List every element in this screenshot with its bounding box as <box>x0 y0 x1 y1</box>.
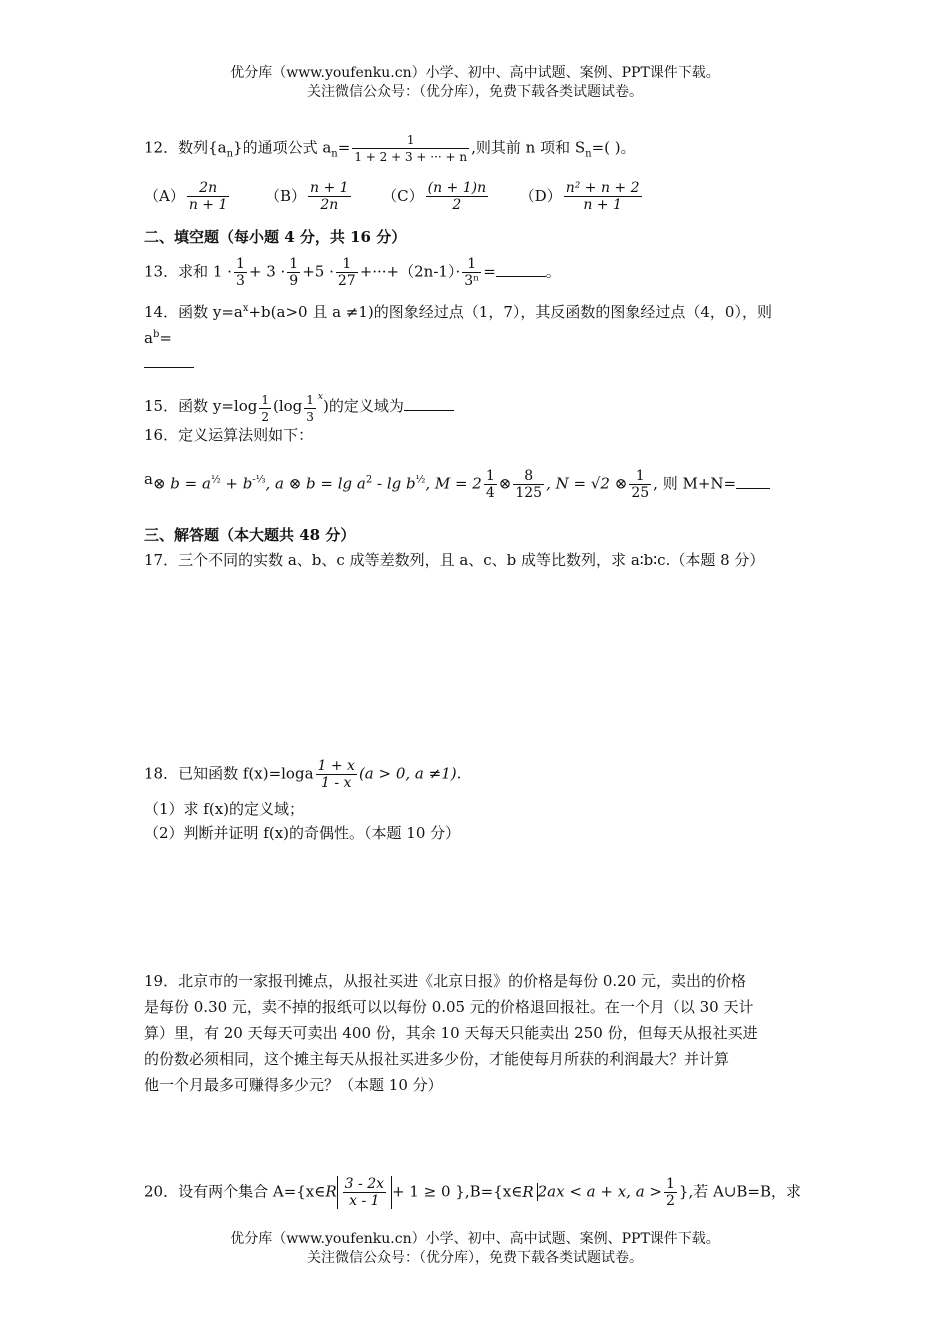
q18-fraction <box>316 758 357 791</box>
header-line-1: 优分库（www.youfenku.cn）小学、初中、高中试题、案例、PPT课件下载。 <box>230 65 720 81</box>
q16-exp-1: ½ <box>210 474 221 486</box>
question-18 <box>144 758 809 791</box>
option-den: n + 1 <box>188 197 228 213</box>
q14-answer-blank-row <box>144 352 809 374</box>
frac-num: 8 <box>524 468 534 484</box>
option-label: （A） <box>144 186 185 205</box>
q15-base-2 <box>304 392 316 425</box>
section-2-heading: 二、填空题（每小题 4 分，共 16 分） <box>144 228 407 246</box>
q13-frac-2 <box>287 256 300 289</box>
q12-text-c: ,则其前 n 项和 S <box>471 138 586 157</box>
frac-num: 1 <box>666 1176 675 1192</box>
frac-den: 3 <box>306 410 314 424</box>
q18-text: 18．已知函数 f(x)=loga <box>144 764 314 783</box>
q18-condition: (a > 0, a ≠1) <box>358 764 457 783</box>
q16-f8: , <box>653 474 658 493</box>
q19-line-5: 他一个月最多可赚得多少元？（本题 10 分） <box>144 1076 443 1094</box>
q13-frac-3 <box>336 256 358 289</box>
q12-option-a <box>144 180 231 213</box>
q13-end: 。 <box>545 262 561 281</box>
option-label: （C） <box>382 186 424 205</box>
frac-num: 3 - 2x <box>344 1176 385 1192</box>
q13-frac-1 <box>234 256 247 289</box>
q20-text-a: 20．设有两个集合 A={x∈ <box>144 1182 326 1201</box>
frac-num: 1 <box>485 468 495 484</box>
q13-answer-blank[interactable] <box>496 262 546 277</box>
frac-num: 1 <box>635 468 645 484</box>
q16-frac-m2 <box>513 468 544 501</box>
q16-f7: , N = √2 ⊗ <box>546 474 628 493</box>
q19-line-3: 算）里，有 20 天每天可卖出 400 份，其余 10 天每天只能卖出 250 份，但每天从报社买进 <box>144 1024 758 1042</box>
q12-sub-1: n <box>226 148 234 160</box>
option-den: 2n <box>308 196 351 213</box>
option-fraction <box>308 180 351 213</box>
option-den: 2 <box>426 196 489 213</box>
question-15 <box>144 386 809 425</box>
frac-num: 1 <box>261 393 269 407</box>
q12-options <box>144 180 809 213</box>
q12-sub-2: n <box>331 148 338 160</box>
q15-text-a: 15．函数 y=log <box>144 397 258 415</box>
frac-den: 3ⁿ <box>464 273 480 289</box>
frac-den: x - 1 <box>343 1192 386 1209</box>
q14-sup: x <box>242 303 249 314</box>
option-label: （D） <box>519 186 562 205</box>
option-fraction <box>426 180 489 213</box>
frac-den: 3 <box>235 273 245 289</box>
q16-a: a <box>144 470 153 488</box>
q18-end: . <box>456 764 462 783</box>
q12-end: =( )。 <box>591 138 636 157</box>
q13-text-b: + 3 · <box>248 262 286 281</box>
frac-den: 2 <box>261 410 269 424</box>
q16-f4: - lg b <box>372 474 416 493</box>
frac-num: 1 <box>306 393 314 407</box>
page-header <box>0 64 950 102</box>
question-14-line-2 <box>144 324 809 349</box>
frac-num: 1 <box>467 256 477 272</box>
q14-eq: = <box>159 329 172 347</box>
q14-answer-blank[interactable] <box>144 353 194 368</box>
q18-part-2: （2）判断并证明 f(x)的奇偶性。（本题 10 分） <box>144 824 461 842</box>
q12-frac-num: 1 <box>406 133 415 147</box>
q16-formula <box>144 468 809 501</box>
question-13 <box>144 256 809 289</box>
frac-den: 27 <box>337 273 356 289</box>
frac-den: 9 <box>289 273 299 289</box>
q16-f2: + b <box>220 474 253 493</box>
q12-text-b: }的通项公式 a <box>233 138 332 157</box>
option-den: n + 1 <box>564 196 642 213</box>
question-14 <box>144 298 809 323</box>
question-16: 16．定义运算法则如下： <box>144 426 314 444</box>
footer-line-1: 优分库（www.youfenku.cn）小学、初中、高中试题、案例、PPT课件下载。 <box>230 1231 720 1247</box>
q16-exp-4: ½ <box>415 474 426 486</box>
q20-abs-value <box>337 1176 392 1209</box>
q13-text-d: +···+（2n-1）· <box>359 262 461 281</box>
q12-text-a: 12．数列{a <box>144 138 227 157</box>
q12-option-c <box>382 180 490 213</box>
q16-f3: , a ⊗ b = lg a <box>265 474 366 493</box>
frac-den: 125 <box>515 485 543 501</box>
q14-text-a: 14．函数 y=a <box>144 303 243 321</box>
q12-option-d <box>519 180 644 213</box>
option-fraction <box>187 180 230 213</box>
q16-suffix: 则 M+N= <box>657 474 737 493</box>
q13-text-a: 13．求和 1 · <box>144 262 232 281</box>
frac-den: 4 <box>485 485 495 501</box>
q13-text-c: +5 · <box>302 262 334 281</box>
option-num: n² + n + 2 <box>565 180 640 196</box>
q13-eq: = <box>483 262 496 281</box>
section-3-heading: 三、解答题（本大题共 48 分） <box>144 526 356 544</box>
q20-text-c: },若 A∪B=B，求 <box>678 1182 802 1201</box>
q12-option-b <box>264 180 353 213</box>
option-num: (n + 1)n <box>427 180 487 196</box>
q20-condition: 2ax < a + x, a > <box>537 1182 662 1201</box>
option-num: n + 1 <box>310 180 349 196</box>
q16-f5: , M = 2 <box>425 474 482 493</box>
q19-line-1: 19．北京市的一家报刊摊点，从报社买进《北京日报》的价格是每份 0.20 元，卖出的价格 <box>144 972 747 990</box>
q16-frac-m3 <box>629 468 651 501</box>
q19-line-4: 的份数必须相同，这个摊主每天从报社买进多少份，才能使每月所获的利润最大？并计算 <box>144 1050 730 1068</box>
q14-sup-b: b <box>152 329 160 340</box>
frac-num: 1 + x <box>317 758 355 774</box>
q14-a: a <box>144 329 153 347</box>
q14-text-b: +b(a>0 且 a ≠1)的图象经过点（1，7），其反函数的图象经过点（4，0），则 <box>248 303 772 321</box>
header-line-2: 关注微信公众号：（优分库），免费下载各类试题试卷。 <box>307 84 643 100</box>
q16-f1: ⊗ b = a <box>152 474 211 493</box>
q20-set-r-2: R <box>522 1183 537 1201</box>
q13-frac-4 <box>462 256 481 289</box>
q15-base-1 <box>259 392 271 425</box>
frac-den: 25 <box>631 485 650 501</box>
q12-frac-den: 1 + 2 + 3 + ··· + n <box>354 150 468 164</box>
question-20 <box>144 1176 809 1209</box>
q15-answer-blank[interactable] <box>404 396 454 411</box>
page-footer <box>0 1230 950 1268</box>
q15-sup: x <box>317 392 323 402</box>
q16-answer-blank[interactable] <box>736 474 770 489</box>
frac-num: 1 <box>235 256 245 272</box>
option-fraction <box>564 180 642 213</box>
q16-exp-3: 2 <box>365 474 373 486</box>
option-num: 2n <box>199 180 218 196</box>
q12-eq: = <box>337 138 351 157</box>
q15-text-c: )的定义域为 <box>322 397 404 415</box>
q16-frac-m1 <box>484 468 497 501</box>
q20-set-r: R <box>325 1182 337 1201</box>
q12-fraction <box>352 132 469 165</box>
frac-den: 1 - x <box>316 774 357 791</box>
q20-fraction <box>343 1176 386 1209</box>
q19-line-2: 是每份 0.30 元，卖不掉的报纸可以以每份 0.05 元的价格退回报社。在一个月（以 30 天计 <box>144 998 754 1016</box>
frac-num: 1 <box>289 256 299 272</box>
q20-text-b: + 1 ≥ 0 },B={x∈ <box>392 1182 523 1201</box>
question-17: 17．三个不同的实数 a、b、c 成等差数列，且 a、c、b 成等比数列，求 a∶b∶c.（本题 8 分） <box>144 551 765 569</box>
q18-part-1: （1）求 f(x)的定义域； <box>144 800 305 818</box>
frac-den: 2 <box>666 1193 675 1209</box>
option-label: （B） <box>264 186 306 205</box>
question-12 <box>144 132 809 166</box>
q16-exp-2: -⅓ <box>252 474 266 486</box>
footer-line-2: 关注微信公众号：（优分库），免费下载各类试题试卷。 <box>307 1250 643 1266</box>
q16-f6: ⊗ <box>498 474 512 493</box>
q15-text-b: (log <box>272 397 303 415</box>
q20-frac-half <box>664 1176 677 1209</box>
frac-num: 1 <box>342 256 352 272</box>
q12-sub-3: n <box>585 148 592 160</box>
